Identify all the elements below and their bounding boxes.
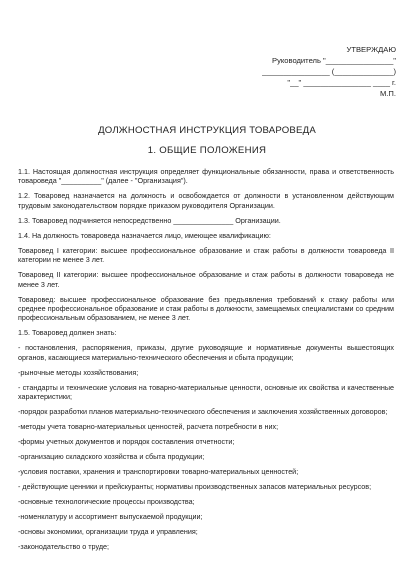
document-title: ДОЛЖНОСТНАЯ ИНСТРУКЦИЯ ТОВАРОВЕДА: [98, 125, 316, 136]
knowledge-item: - действующие ценники и прейскуранты; нормативы производственных запасов материальных ресурсов;: [18, 482, 372, 492]
knowledge-item: -рыночные методы хозяйствования;: [18, 367, 139, 377]
approval-date-line: "__" ________________ ____ г.: [287, 78, 396, 87]
approval-heading: УТВЕРЖДАЮ: [346, 45, 396, 54]
approval-head-line: Руководитель "________________": [272, 56, 396, 65]
qualification-category-2: Товаровед II категории: высшее профессиональное образование и стаж работы в должности товароведа не менее 3 лет.: [18, 270, 394, 289]
paragraph-1-1: 1.1. Настоящая должностная инструкция определяет функциональные обязанности, права и ответственность товароведа "__________" (далее - "Организация").: [18, 167, 394, 186]
paragraph-1-4: 1.4. На должность товароведа назначается лицо, имеющее квалификацию:: [18, 230, 271, 240]
knowledge-item: -формы учетных документов и порядок составления отчетности;: [18, 437, 235, 447]
qualification-category-1: Товаровед I категории: высшее профессиональное образование и стаж работы в должности товароведа II категории не менее 3 лет.: [18, 245, 394, 265]
knowledge-item: -условия поставки, хранения и транспортировки товарно-материальных ценностей;: [18, 467, 299, 477]
knowledge-item: -законодательство о труде;: [18, 542, 110, 552]
knowledge-item: -основные технологические процессы производства;: [18, 497, 195, 507]
knowledge-item: - стандарты и технические условия на товарно-материальные ценности, основные их свойства и качественные характеристики;: [18, 382, 394, 402]
paragraph-1-5: 1.5. Товаровед должен знать:: [18, 328, 117, 338]
approval-name-line: ________________ (______________): [262, 67, 396, 76]
knowledge-item: - постановления, распоряжения, приказы, другие руководящие и нормативные документы вышестоящих органов, касающиеся материально-технического обеспечения и сбыта продукции;: [18, 343, 394, 362]
section-title: 1. ОБЩИЕ ПОЛОЖЕНИЯ: [147, 145, 267, 156]
approval-seal: М.П.: [379, 89, 396, 98]
paragraph-1-2: 1.2. Товаровед назначается на должность и освобождается от должности в установленном действующим трудовым законодательством порядке приказом руководителя Организации.: [18, 191, 394, 210]
knowledge-item: -основы экономики, организации труда и управления;: [18, 527, 198, 537]
knowledge-item: -порядок разработки планов материально-технического обеспечения и заключения хозяйственных договоров;: [18, 407, 388, 417]
knowledge-item: -организацию складского хозяйства и сбыта продукции;: [18, 452, 205, 462]
knowledge-item: -методы учета товарно-материальных ценностей, расчета потребности в них;: [18, 422, 279, 432]
qualification-base: Товаровед: высшее профессиональное образование без предъявления требований к стажу работы или среднее профессиональное образование и стаж работы в должности, замещаемых специалистами со средним профессиональным образованием, не менее 3 лет.: [18, 294, 394, 323]
approval-block: [216, 44, 396, 99]
knowledge-item: -номенклатуру и ассортимент выпускаемой продукции;: [18, 512, 203, 522]
document-body: [18, 167, 394, 557]
paragraph-1-3: 1.3. Товаровед подчиняется непосредственно _______________ Организации.: [18, 215, 281, 225]
